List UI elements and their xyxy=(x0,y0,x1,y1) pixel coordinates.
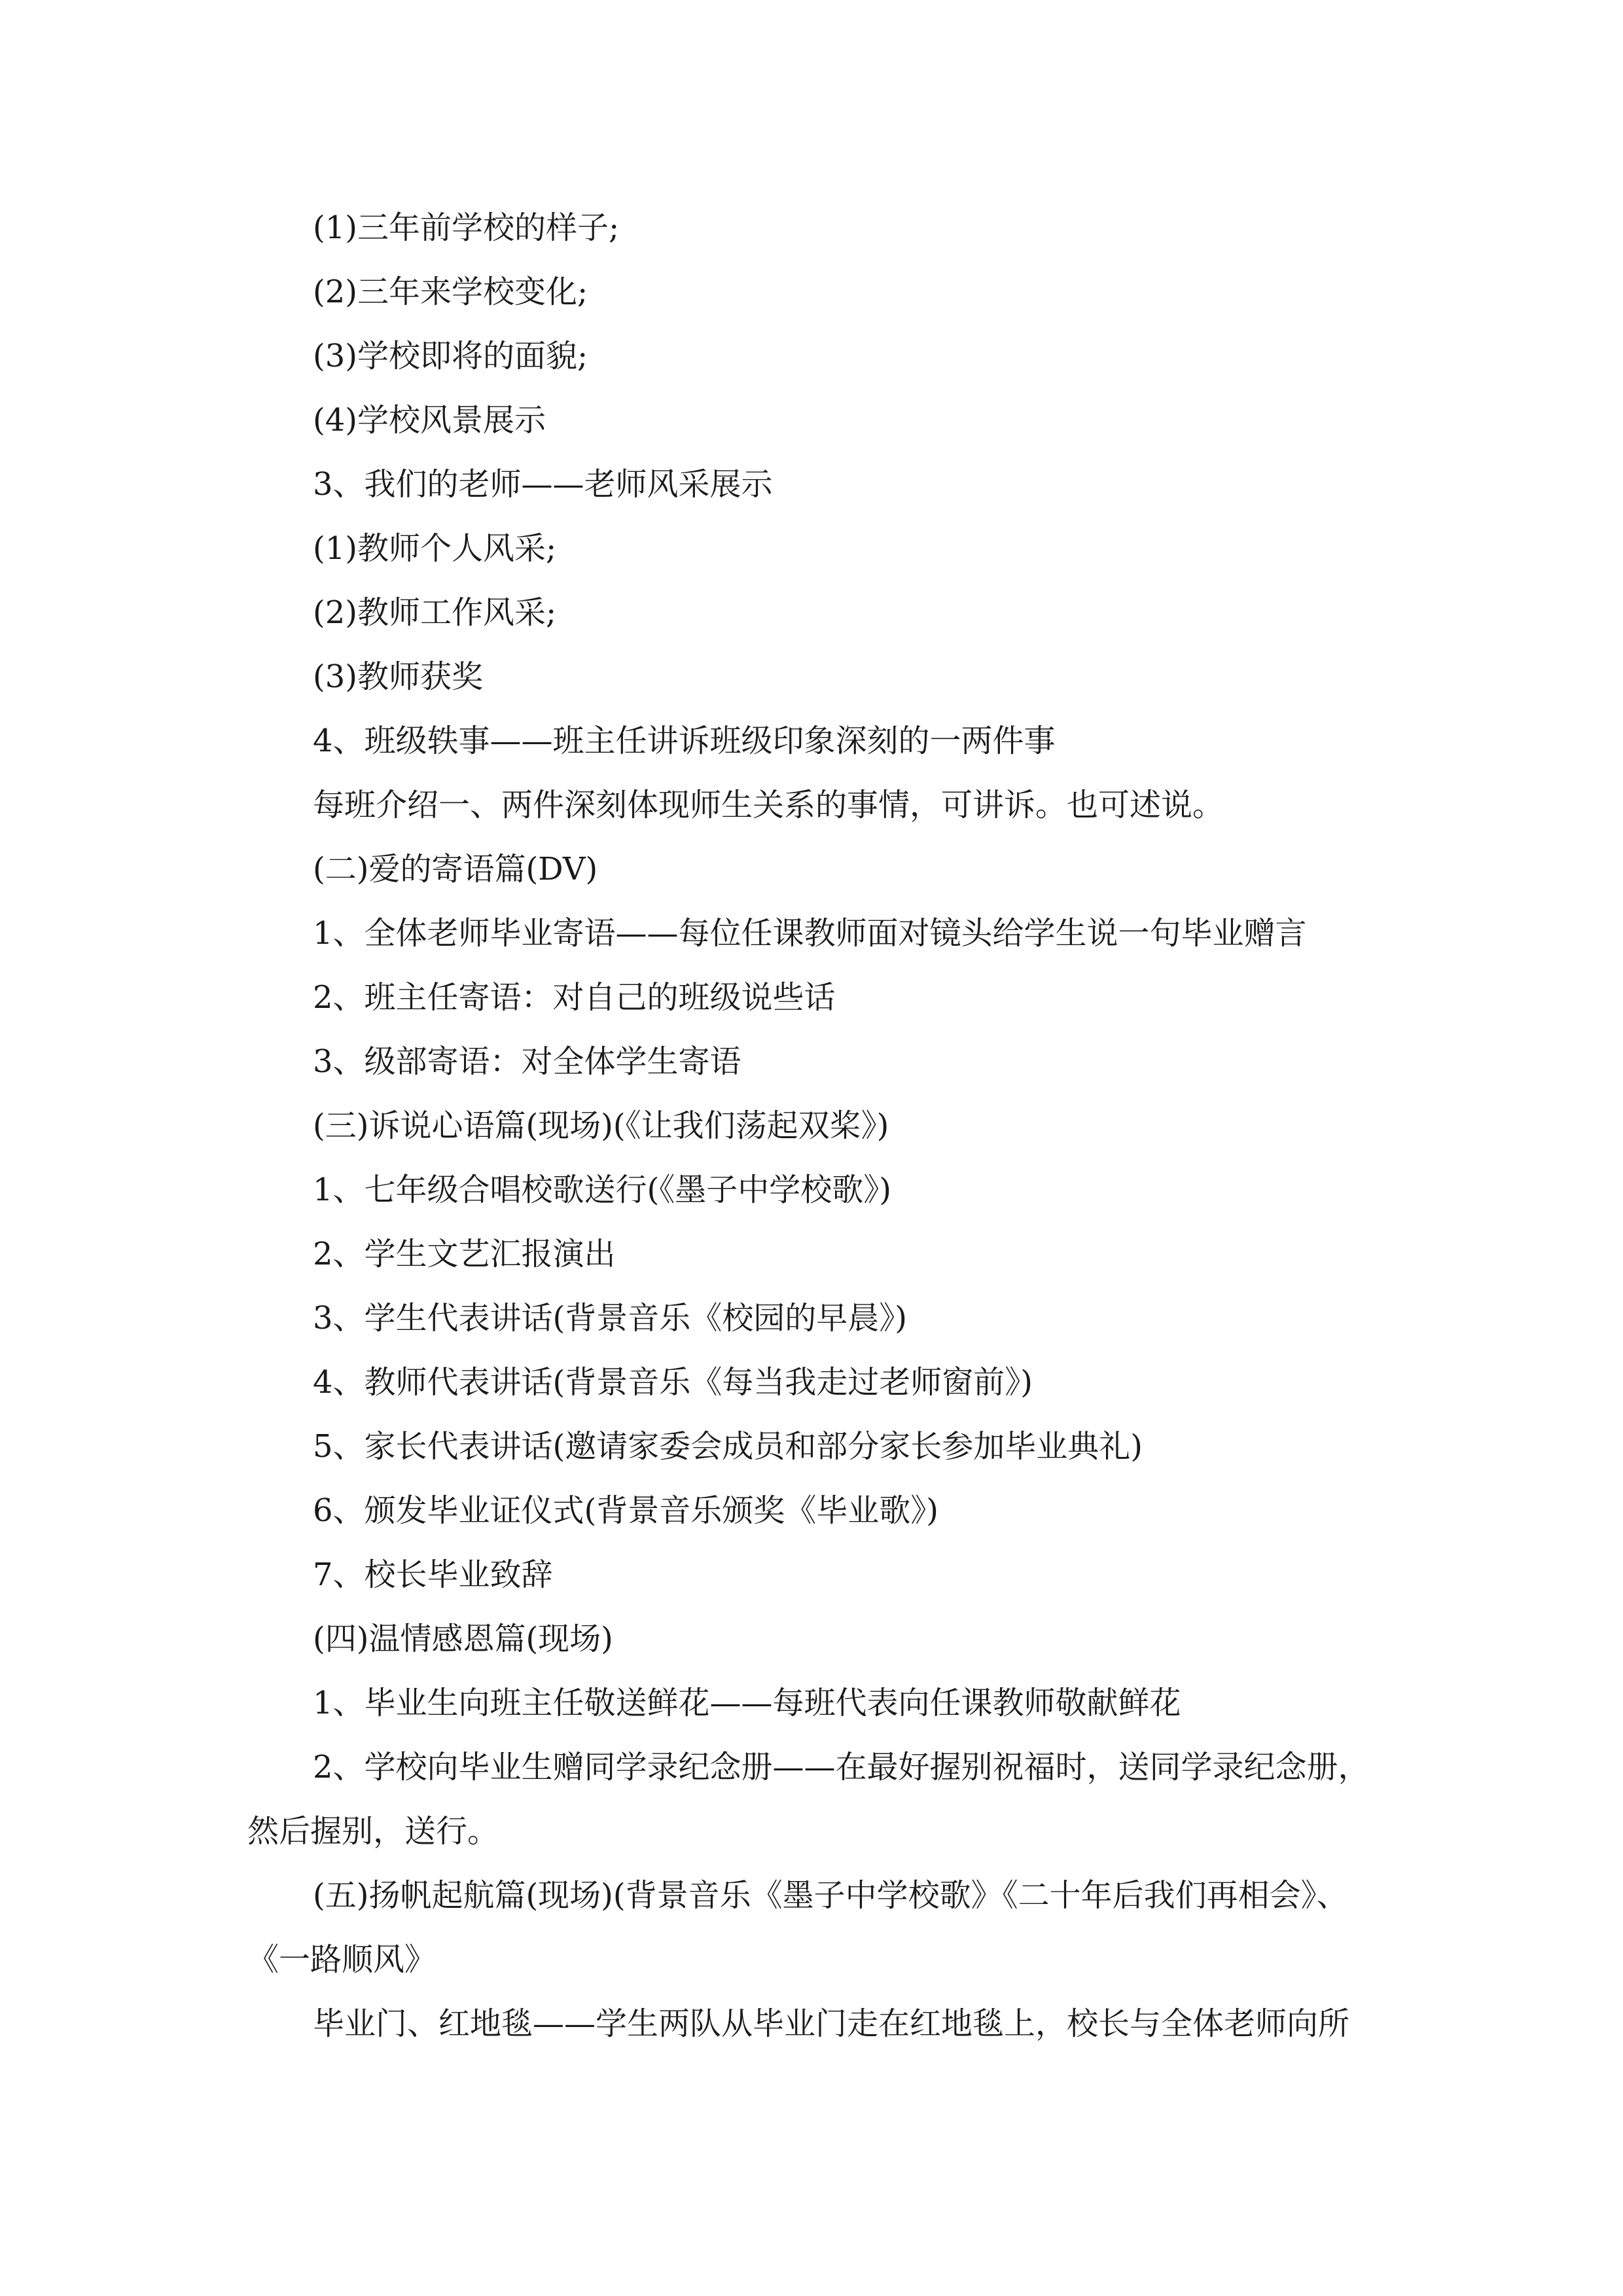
section-heading: (五)扬帆起航篇(现场)(背景音乐《墨子中学校歌》《二十年后我们再相会》、 xyxy=(313,1877,1348,1914)
text-line: 毕业门、红地毯——学生两队从毕业门走在红地毯上，校长与全体老师向所 xyxy=(313,2005,1350,2042)
text-line: 2、学校向毕业生赠同学录纪念册——在最好握别祝福时，送同学录纪念册， xyxy=(313,1749,1370,1785)
text-line: (3)教师获奖 xyxy=(313,658,483,695)
text-line: (1)教师个人风采; xyxy=(313,530,557,567)
text-line: 1、全体老师毕业寄语——每位任课教师面对镜头给学生说一句毕业赠言 xyxy=(313,915,1307,952)
text-line: 2、学生文艺汇报演出 xyxy=(313,1236,616,1272)
text-line: 7、校长毕业致辞 xyxy=(313,1556,553,1593)
section-heading: (三)诉说心语篇(现场)(《让我们荡起双桨》) xyxy=(313,1107,889,1144)
text-line: (4)学校风景展示 xyxy=(313,402,546,439)
text-line: 5、家长代表讲话(邀请家委会成员和部分家长参加毕业典礼) xyxy=(313,1428,1143,1465)
text-line: 《一路顺风》 xyxy=(247,1941,437,1978)
text-line: 每班介绍一、两件深刻体现师生关系的事情，可讲诉。也可述说。 xyxy=(313,787,1224,823)
text-line: 6、颁发毕业证仪式(背景音乐颁奖《毕业歌》) xyxy=(313,1492,938,1529)
text-line: (1)三年前学校的样子; xyxy=(313,209,620,246)
section-heading: (二)爱的寄语篇(DV) xyxy=(313,851,598,888)
text-line: 3、我们的老师——老师风采展示 xyxy=(313,466,773,503)
text-line: (2)教师工作风采; xyxy=(313,594,557,631)
text-line: 然后握别，送行。 xyxy=(247,1813,499,1850)
text-line: 4、班级轶事——班主任讲诉班级印象深刻的一两件事 xyxy=(313,723,1056,759)
text-line: 1、毕业生向班主任敬送鲜花——每班代表向任课教师敬献鲜花 xyxy=(313,1685,1181,1721)
text-line: 3、级部寄语：对全体学生寄语 xyxy=(313,1043,741,1080)
text-line: 4、教师代表讲话(背景音乐《每当我走过老师窗前》) xyxy=(313,1364,1033,1401)
text-line: 2、班主任寄语：对自己的班级说些话 xyxy=(313,979,836,1016)
text-line: 1、七年级合唱校歌送行(《墨子中学校歌》) xyxy=(313,1172,891,1208)
text-line: (2)三年来学校变化; xyxy=(313,274,588,310)
text-line: (3)学校即将的面貌; xyxy=(313,338,588,374)
section-heading: (四)温情感恩篇(现场) xyxy=(313,1621,613,1657)
text-line: 3、学生代表讲话(背景音乐《校园的早晨》) xyxy=(313,1300,907,1336)
